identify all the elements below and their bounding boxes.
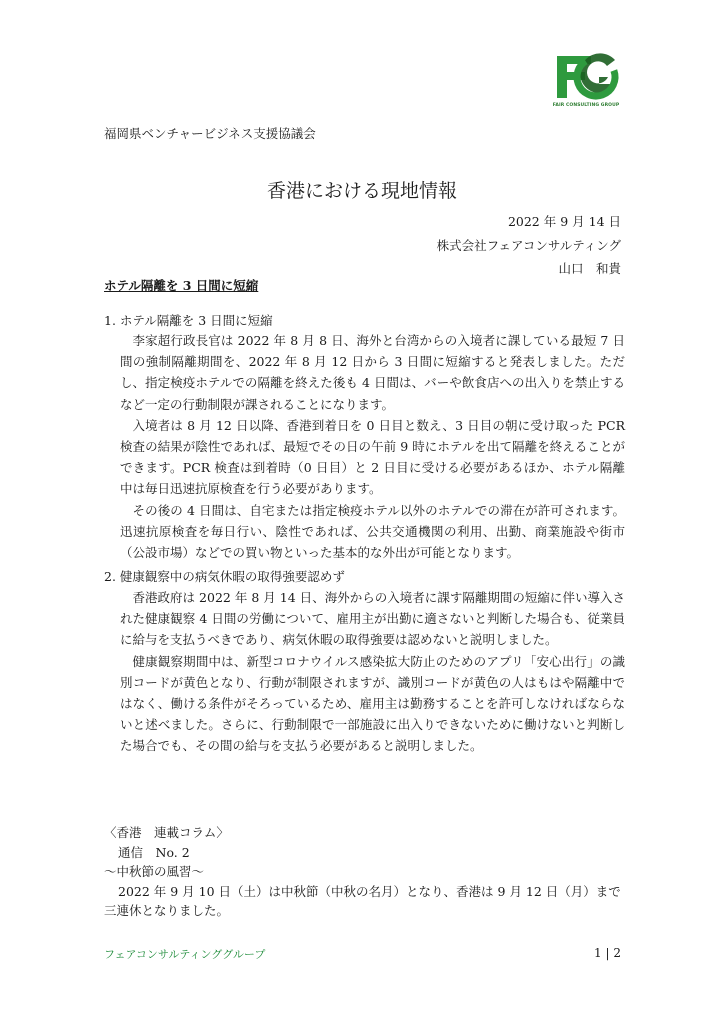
document-date: 2022 年 9 月 14 日 [507, 214, 621, 229]
column-issue: 通信 No. 2 [118, 844, 190, 860]
section-1-paragraph: 入境者は 8 月 12 日以降、香港到着日を 0 日目と数え、3 日目の朝に受け取った PCR 検査の結果が陰性であれば、最短でその日の午前 9 時にホテルを出て隔離を終えることができます。PCR 検査は到着時（0 日目）と 2 日目に受ける必要があるほか、ホテル隔離中は毎日迅速抗原検査を行う必要があります。 [120, 417, 625, 497]
column-text: 2022 年 9 月 10 日（土）は中秋節（中秋の名月）となり、香港は 9 月 12 日（月）まで [118, 883, 621, 899]
main-heading: ホテル隔離を 3 日間に短縮 [104, 278, 259, 293]
logo-text: FAIR CONSULTING GROUP [552, 103, 620, 108]
section-2-paragraph: 香港政府は 2022 年 8 月 14 日、海外からの入境者に課す隔離期間の短縮に伴い導入された健康観察 4 日間の労働について、雇用主が出勤に適さないと判断した場合も、従業員に給与を支払うべきであり、病気休暇の取得強要は認めないと説明しました。 [120, 590, 625, 648]
section-2-body [120, 587, 625, 757]
section-1-body [120, 330, 625, 563]
document-title: 香港における現地情報 [266, 180, 457, 202]
company-name: 株式会社フェアコンサルティング [436, 238, 621, 253]
section-1-paragraph: その後の 4 日間は、自宅または指定検疫ホテル以外のホテルでの滞在が許可されます。迅速抗原検査を毎日行い、陰性であれば、公共交通機関の利用、出勤、商業施設や街市（公設市場）などでの買い物といった基本的な外出が可能となります。 [120, 502, 625, 561]
section-2-paragraph: 健康観察期間中は、新型コロナウイルス感染拡大防止のためのアプリ「安心出行」の識別コードが黄色となり、行動が制限されますが、識別コードが黄色の人はもはや隔離中ではなく、働ける条件がそろっているため、雇用主は勤務することを許可しなければならないと述べました。さらに、行動制限で一部施設に出入りできないために働けないと判断した場合でも、その間の給与を支払う必要があると説明しました。 [120, 653, 625, 754]
page-number: 1 | 2 [594, 946, 621, 960]
section-2-title: 2. 健康観察中の病気休暇の取得強要認めず [104, 569, 345, 584]
column-text: 三連休となりました。 [104, 903, 230, 919]
column-title: 〜中秋節の風習〜 [104, 864, 205, 880]
section-1-paragraph: 李家超行政長官は 2022 年 8 月 8 日、海外と台湾からの入境者に課している最短 7 日間の強制隔離期間を、2022 年 8 月 12 日から 3 日間に短縮すると発表しました。ただし、指定検疫ホテルでの隔離を終えた後も 4 日間は、バーや飲食店への出入りを禁止するなど一定の行動制限が課されることになります。 [120, 333, 625, 412]
recipient: 福岡県ベンチャービジネス支援協議会 [104, 126, 316, 141]
fcg-logo-icon [551, 52, 621, 102]
author-name: 山口 和貴 [558, 261, 621, 276]
column-section [104, 823, 621, 921]
column-header: 〈香港 連載コラム〉 [104, 825, 229, 840]
section-1-title: 1. ホテル隔離を 3 日間に短縮 [104, 313, 273, 328]
footer-company: フェアコンサルティンググループ [104, 948, 266, 961]
company-logo [551, 52, 621, 110]
